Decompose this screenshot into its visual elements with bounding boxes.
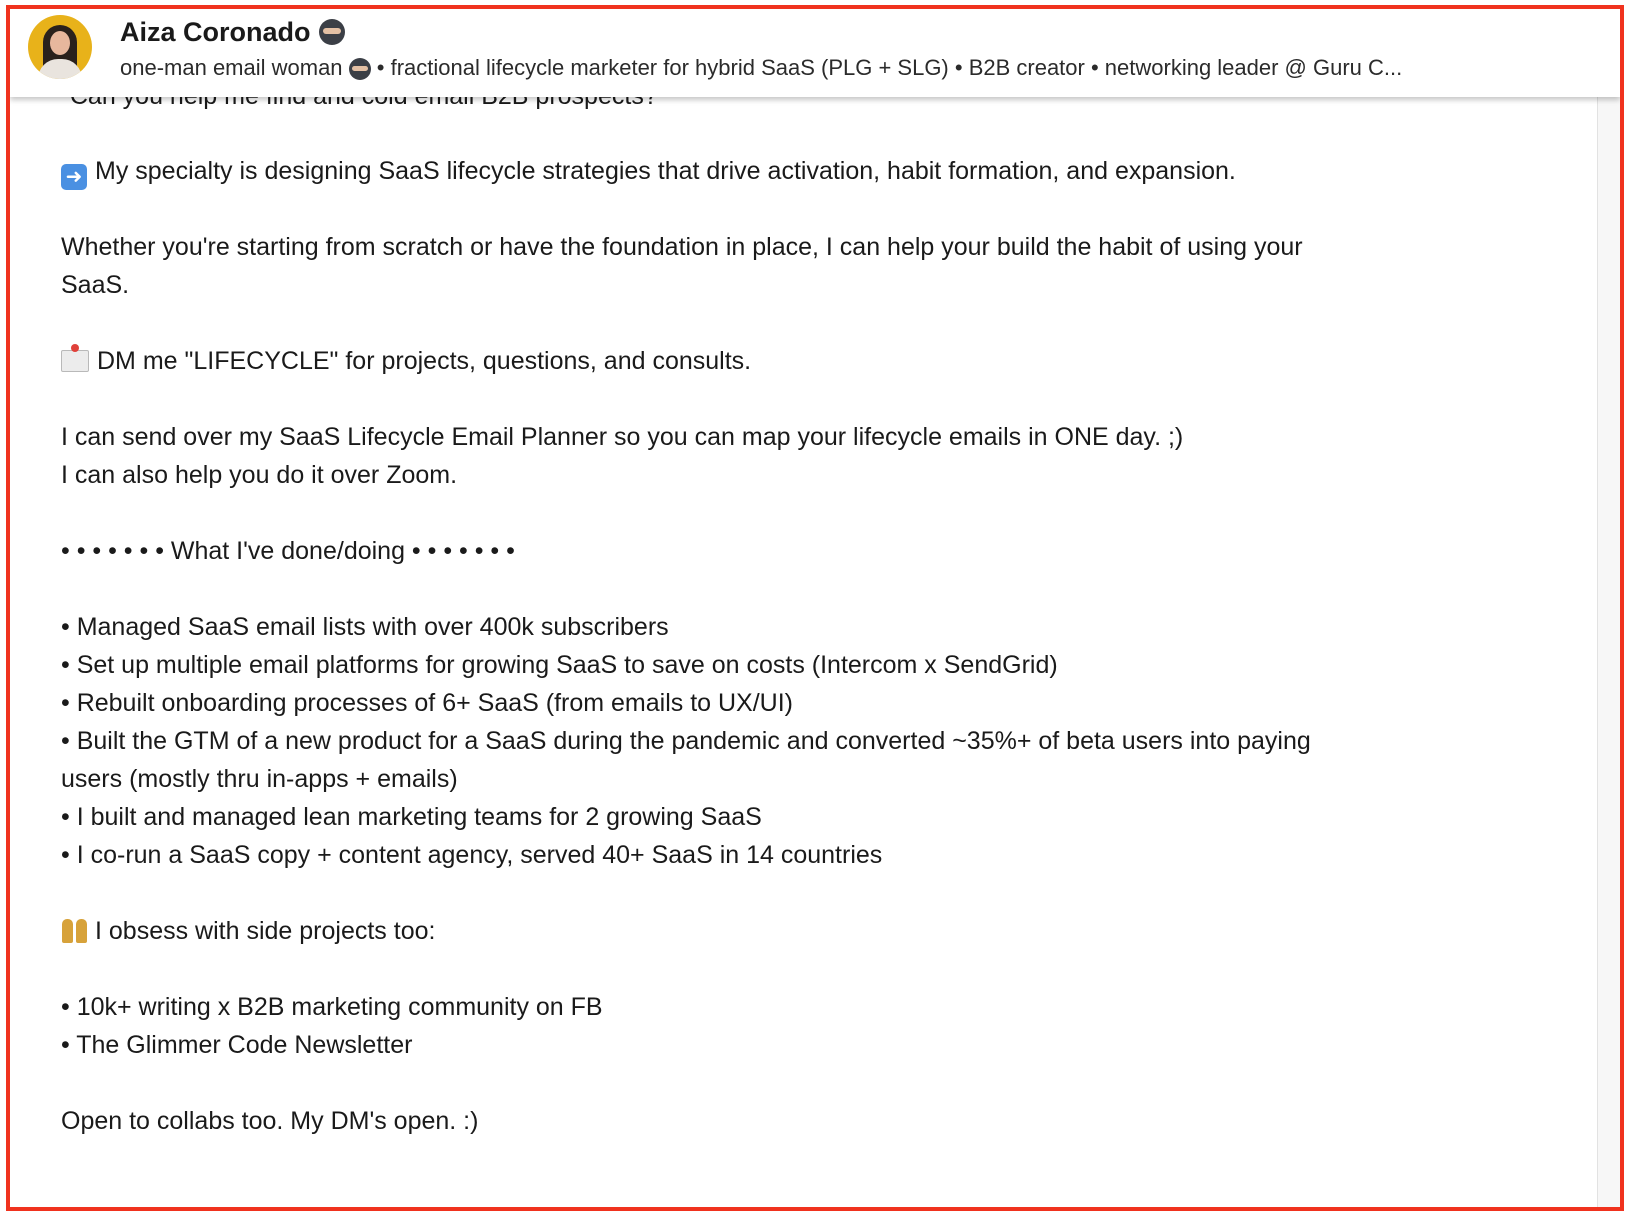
side-projects-text: I obsess with side projects too:	[95, 917, 436, 945]
profile-name[interactable]: Aiza Coronado	[120, 16, 311, 47]
name-row	[120, 15, 345, 49]
headline-text-pre: one-man email woman	[120, 55, 343, 80]
list-item: • Managed SaaS email lists with over 400k subscribers	[61, 613, 669, 641]
list-item: • Built the GTM of a new product for a SaaS during the pandemic and converted ~35%+ of beta users into paying	[61, 727, 1311, 755]
whether-line-2: SaaS.	[61, 271, 130, 299]
arrow-right-icon: ➜	[61, 164, 87, 190]
ninja-icon	[319, 19, 345, 45]
side-projects-heading	[61, 912, 435, 950]
specialty-text: My specialty is designing SaaS lifecycle strategies that drive activation, habit formation, and expansion.	[95, 157, 1236, 185]
headline-text-post: • fractional lifecycle marketer for hybrid SaaS (PLG + SLG) • B2B creator • networking leader @ Guru C...	[370, 55, 1403, 80]
planner-line-1: I can send over my SaaS Lifecycle Email Planner so you can map your lifecycle emails in ONE day. ;)	[61, 423, 1184, 451]
planner-line-2: I can also help you do it over Zoom.	[61, 461, 458, 489]
highlight-frame	[6, 5, 1624, 1211]
section-heading: • • • • • • • What I've done/doing • • • • • • •	[61, 537, 515, 565]
whether-line-1: Whether you're starting from scratch or have the foundation in place, I can help your build the habit of using your	[61, 233, 1303, 261]
dancers-icon	[61, 917, 89, 943]
list-item: • The Glimmer Code Newsletter	[61, 1031, 413, 1059]
list-item: • Rebuilt onboarding processes of 6+ SaaS (from emails to UX/UI)	[61, 689, 794, 717]
sticky-profile-header	[10, 9, 1620, 97]
list-item-continuation: users (mostly thru in-apps + emails)	[61, 765, 458, 793]
dm-text: DM me "LIFECYCLE" for projects, questions, and consults.	[97, 347, 752, 375]
avatar[interactable]	[28, 15, 92, 79]
specialty-line	[61, 152, 1236, 190]
profile-headline	[120, 55, 1540, 81]
list-item: • Set up multiple email platforms for growing SaaS to save on costs (Intercom x SendGrid)	[61, 651, 1058, 679]
list-item: • I co-run a SaaS copy + content agency, served 40+ SaaS in 14 countries	[61, 841, 883, 869]
dm-line	[61, 342, 751, 380]
ninja-icon	[349, 58, 371, 80]
scrollbar[interactable]	[1597, 9, 1620, 1207]
closing-line: Open to collabs too. My DM's open. :)	[61, 1107, 479, 1135]
list-item: • 10k+ writing x B2B marketing community on FB	[61, 993, 603, 1021]
list-item: • I built and managed lean marketing teams for 2 growing SaaS	[61, 803, 762, 831]
envelope-icon	[61, 350, 89, 372]
